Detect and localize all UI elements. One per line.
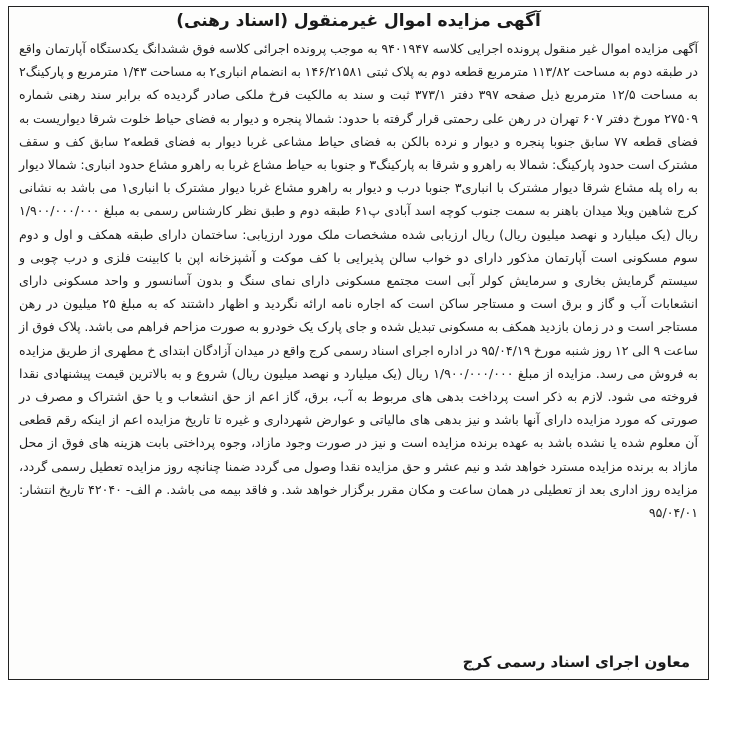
notice-body: آگهی مزایده اموال غیر منقول پرونده اجرایی کلاسه ۹۴۰۱۹۴۷ به موجب پرونده اجرائی کلاسه فوق ششدانگ یکدستگاه آپارتمان واقع در طبقه دوم به مساحت ۱۱۳/۸۲ مترمربع قطعه دوم به پلاک ثبتی ۱۴۶/۲۱۵۸۱ به انضمام انباری۲ به مساحت ۱/۴۳ مترمربع و پارکینگ۲ به مساحت ۱۲/۵ مترمربع ذیل صفحه ۳۹۷ دفتر ۳۷۳/۱ ثبت و سند به مالکیت فرخ ملکی صادر گردیده که برابر سند رهنی شماره ۲۷۵۰۹ مورخ دفتر ۶۰۷ تهران در رهن علی رحمتی قرار گرفته با حدود: شمالا پنجره و دیوار به فضای حیاط خلوت شرقا دیواریست به فضای قطعه ۷۷ سابق جنوبا پنجره و دیوار و نرده بالکن به فضای حیاط مشاعی غربا دیوار به فضای قطعه۲ سابق کف و سقف مشترک است حدود پارکینگ: شمالا به راهرو و شرقا به پارکینگ۳ و جنوبا به حیاط مشاع غربا به راهرو مشاع حدود انباری: شمالا دیوار به راه پله مشاع شرقا دیوار مشترک با انباری۳ جنوبا درب و دیوار به راهرو مشاع غربا دیوار مشترک با انباری۱ می باشد به نشانی کرج شاهین ویلا میدان باهنر به سمت جنوب کوچه اسد آبادی پ۶۱ طبقه دوم و طبق نظر کارشناس رسمی به مبلغ ۱/۹۰۰/۰۰۰/۰۰۰ ریال (یک میلیارد و نهصد میلیون ریال) ریال ارزیابی شده مشخصات ملک مورد ارزیابی: ساختمان دارای طبقه همکف و اول و دوم سوم مسکونی است آپارتمان مذکور دارای دو خواب سالن پذیرایی با کف موکت و آشپزخانه اپن با کابینت فلزی و درب چوبی و سیستم گرمایش بخاری و سرمایش کولر آبی است مجتمع مسکونی دارای نمای سنگ و بدون آسانسور و واحد مسکونی دارای انشعابات آب و گاز و برق است و مستاجر ساکن است که اجاره نامه ارائه نگردید و اظهار داشتند که به مبلغ ۲۵ میلیون در رهن مستاجر است و در زمان بازدید همکف به مسکونی تبدیل شده و جای پارک یک خودرو به صورت مزاحم فراهم می باشد. پلاک فوق از ساعت ۹ الی ۱۲ روز شنبه مورخ ۹۵/۰۴/۱۹ در اداره اجرای اسناد رسمی کرج واقع در میدان آزادگان ابتدای خ مطهری از طریق مزایده به فروش می رسد. مزایده از مبلغ ۱/۹۰۰/۰۰۰/۰۰۰ ریال (یک میلیارد و نهصد میلیون ریال) شروع و به بالاترین قیمت پیشنهادی نقدا فروخته می شود. لازم به ذکر است پرداخت بدهی های مربوط به آب، برق، گاز اعم از حق انشعاب و یا حق اشتراک و مصرف در صورتی که مورد مزایده دارای آنها باشد و نیز بدهی های مالیاتی و عوارض شهرداری و غیره تا تاریخ مزایده اعم از اینکه رقم قطعی آن معلوم شده یا نشده باشد به عهده برنده مزایده است و نیز در صورت وجود مازاد، وجوه پرداختی بابت هزینه های فوق از محل مازاد به برنده مزایده مسترد خواهد شد و نیم عشر و حق مزایده نقدا وصول می گردد ضمنا چنانچه روز مزایده تعطیل رسمی گردد، مزایده روز اداری بعد از تعطیلی در همان ساعت و مکان مقرر برگزار خواهد شد. و فاقد بیمه می باشد. م الف- ۴۲۰۴۰ تاریخ انتشار: ۹۵/۰۴/۰۱: [19, 41, 699, 521]
notice-title: آگهی مزایده اموال غیرمنقول (اسناد رهنی): [176, 11, 541, 31]
auction-notice: [8, 6, 709, 680]
notice-signature: معاون اجرای اسناد رسمی کرج: [462, 653, 690, 671]
